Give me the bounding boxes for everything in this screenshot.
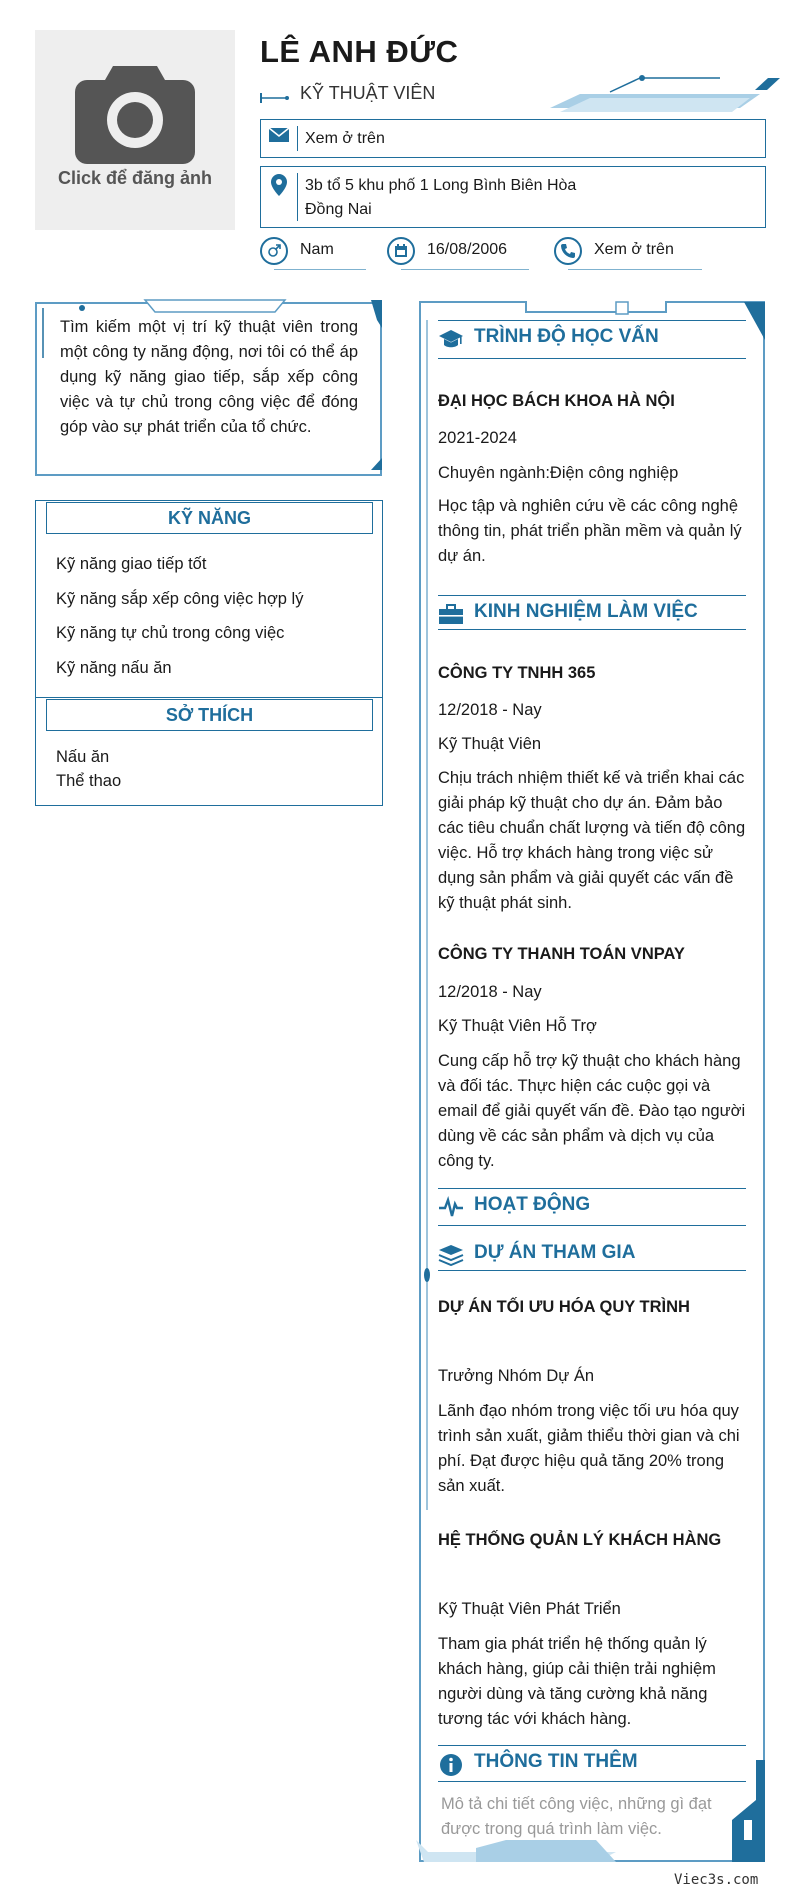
additional-info-title: THÔNG TIN THÊM — [474, 1751, 638, 1772]
project-name[interactable]: DỰ ÁN TỐI ƯU HÓA QUY TRÌNH — [438, 1298, 690, 1316]
skill-item[interactable]: Kỹ năng giao tiếp tốt — [56, 555, 207, 573]
camera-icon — [75, 60, 195, 164]
info-icon — [438, 1753, 464, 1777]
gender-icon — [260, 237, 288, 265]
briefcase-icon — [438, 603, 464, 625]
job-title[interactable] — [260, 83, 435, 104]
additional-info-header — [438, 1745, 746, 1785]
candidate-name[interactable]: LÊ ANH ĐỨC — [260, 34, 459, 69]
layers-icon — [438, 1244, 464, 1266]
hobby-item[interactable]: Nấu ăn — [56, 748, 110, 766]
experience-title: KINH NGHIỆM LÀM VIỆC — [474, 601, 698, 622]
education-description[interactable]: Học tập và nghiên cứu về các công nghệ thông tin, phát triển phần mềm và quản lý dự án. — [438, 497, 742, 565]
phone-field[interactable] — [554, 237, 714, 277]
hobby-item[interactable]: Thể thao — [56, 772, 122, 790]
project-role[interactable]: Kỹ Thuật Viên Phát Triển — [438, 1600, 621, 1618]
education-header — [438, 320, 746, 360]
job-role[interactable]: Kỹ Thuật Viên — [438, 735, 542, 753]
career-summary[interactable]: Tìm kiếm một vị trí kỹ thuật viên trong một công ty năng động, nơi tôi có thể áp dụng kỹ năng giao tiếp, sắp xếp công việc và tự chủ trong công việc để đóng góp vào sự phát triển của tổ chức. — [60, 318, 358, 436]
mail-icon — [268, 126, 290, 144]
school-name[interactable]: ĐẠI HỌC BÁCH KHOA HÀ NỘI — [438, 392, 675, 410]
gender-value: Nam — [300, 241, 334, 258]
project-role[interactable]: Trưởng Nhóm Dự Án — [438, 1367, 595, 1385]
skill-item[interactable]: Kỹ năng sắp xếp công việc hợp lý — [56, 590, 304, 608]
job-role[interactable]: Kỹ Thuật Viên Hỗ Trợ — [438, 1017, 597, 1035]
education-title: TRÌNH ĐỘ HỌC VẤN — [474, 326, 659, 347]
additional-info-placeholder[interactable]: Mô tả chi tiết công việc, những gì đạt được trong quá trình làm việc. — [441, 1795, 712, 1838]
project-description[interactable]: Lãnh đạo nhóm trong việc tối ưu hóa quy trình sản xuất, giảm thiểu thời gian và chi phí. Đạt được hiệu quả tăng 20% trong sản xuất. — [438, 1402, 740, 1495]
birthdate-field[interactable] — [387, 237, 527, 277]
job-description[interactable]: Chịu trách nhiệm thiết kế và triển khai các giải pháp kỹ thuật cho dự án. Đảm bảo các tiêu chuẩn chất lượng và tiến độ công việc. Hỗ trợ khách hàng trong việc sử dụng sản phẩm và giải quyết các vấn đề kỹ thuật phát sinh. — [438, 769, 746, 912]
email-box[interactable] — [260, 119, 766, 158]
company-name[interactable]: CÔNG TY THANH TOÁN VNPAY — [438, 945, 685, 963]
job-description[interactable]: Cung cấp hỗ trợ kỹ thuật cho khách hàng và đối tác. Thực hiện các cuộc gọi và email để giải quyết vấn đề. Đào tạo người dùng về các sản phẩm và dịch vụ của công ty. — [438, 1052, 746, 1170]
title-marker-icon — [260, 88, 290, 100]
project-description[interactable]: Tham gia phát triển hệ thống quản lý khách hàng, giúp cải thiện trải nghiệm người dùng và tăng cường khả năng tương tác với khách hàng. — [438, 1635, 716, 1728]
phone-value: Xem ở trên — [594, 241, 674, 258]
job-title-text: KỸ THUẬT VIÊN — [300, 83, 436, 103]
experience-header — [438, 595, 746, 635]
location-pin-icon — [270, 173, 288, 197]
address-box[interactable] — [260, 166, 766, 228]
skill-item[interactable]: Kỹ năng nấu ăn — [56, 659, 172, 677]
graduation-cap-icon — [438, 328, 464, 350]
job-period[interactable]: 12/2018 - Nay — [438, 983, 542, 1001]
project-name[interactable]: HỆ THỐNG QUẢN LÝ KHÁCH HÀNG — [438, 1531, 722, 1549]
address-value: 3b tổ 5 khu phố 1 Long Bình Biên Hòa Đồng Nai — [305, 177, 577, 218]
company-name[interactable]: CÔNG TY TNHH 365 — [438, 664, 596, 682]
education-period[interactable]: 2021-2024 — [438, 429, 517, 447]
projects-header — [438, 1236, 746, 1276]
section-divider — [36, 697, 382, 698]
skills-title: KỸ NĂNG — [46, 502, 373, 534]
phone-icon — [554, 237, 582, 265]
skill-item[interactable]: Kỹ năng tự chủ trong công việc — [56, 624, 285, 642]
hobbies-title: SỞ THÍCH — [46, 699, 373, 731]
activities-header — [438, 1188, 746, 1228]
skills-section — [35, 500, 383, 806]
gender-field[interactable] — [260, 237, 370, 277]
header-decoration — [550, 72, 780, 118]
photo-placeholder[interactable] — [35, 30, 235, 230]
education-major[interactable]: Chuyên ngành:Điện công nghiệp — [438, 464, 679, 482]
birthdate-value: 16/08/2006 — [427, 241, 508, 258]
email-value: Xem ở trên — [305, 130, 385, 147]
site-watermark: Viec3s.com — [674, 1872, 759, 1888]
pulse-icon — [438, 1196, 464, 1218]
calendar-icon — [387, 237, 415, 265]
photo-caption: Click để đăng ảnh — [57, 168, 213, 188]
job-period[interactable]: 12/2018 - Nay — [438, 701, 542, 719]
projects-title: DỰ ÁN THAM GIA — [474, 1242, 636, 1263]
activities-title: HOẠT ĐỘNG — [474, 1194, 591, 1215]
